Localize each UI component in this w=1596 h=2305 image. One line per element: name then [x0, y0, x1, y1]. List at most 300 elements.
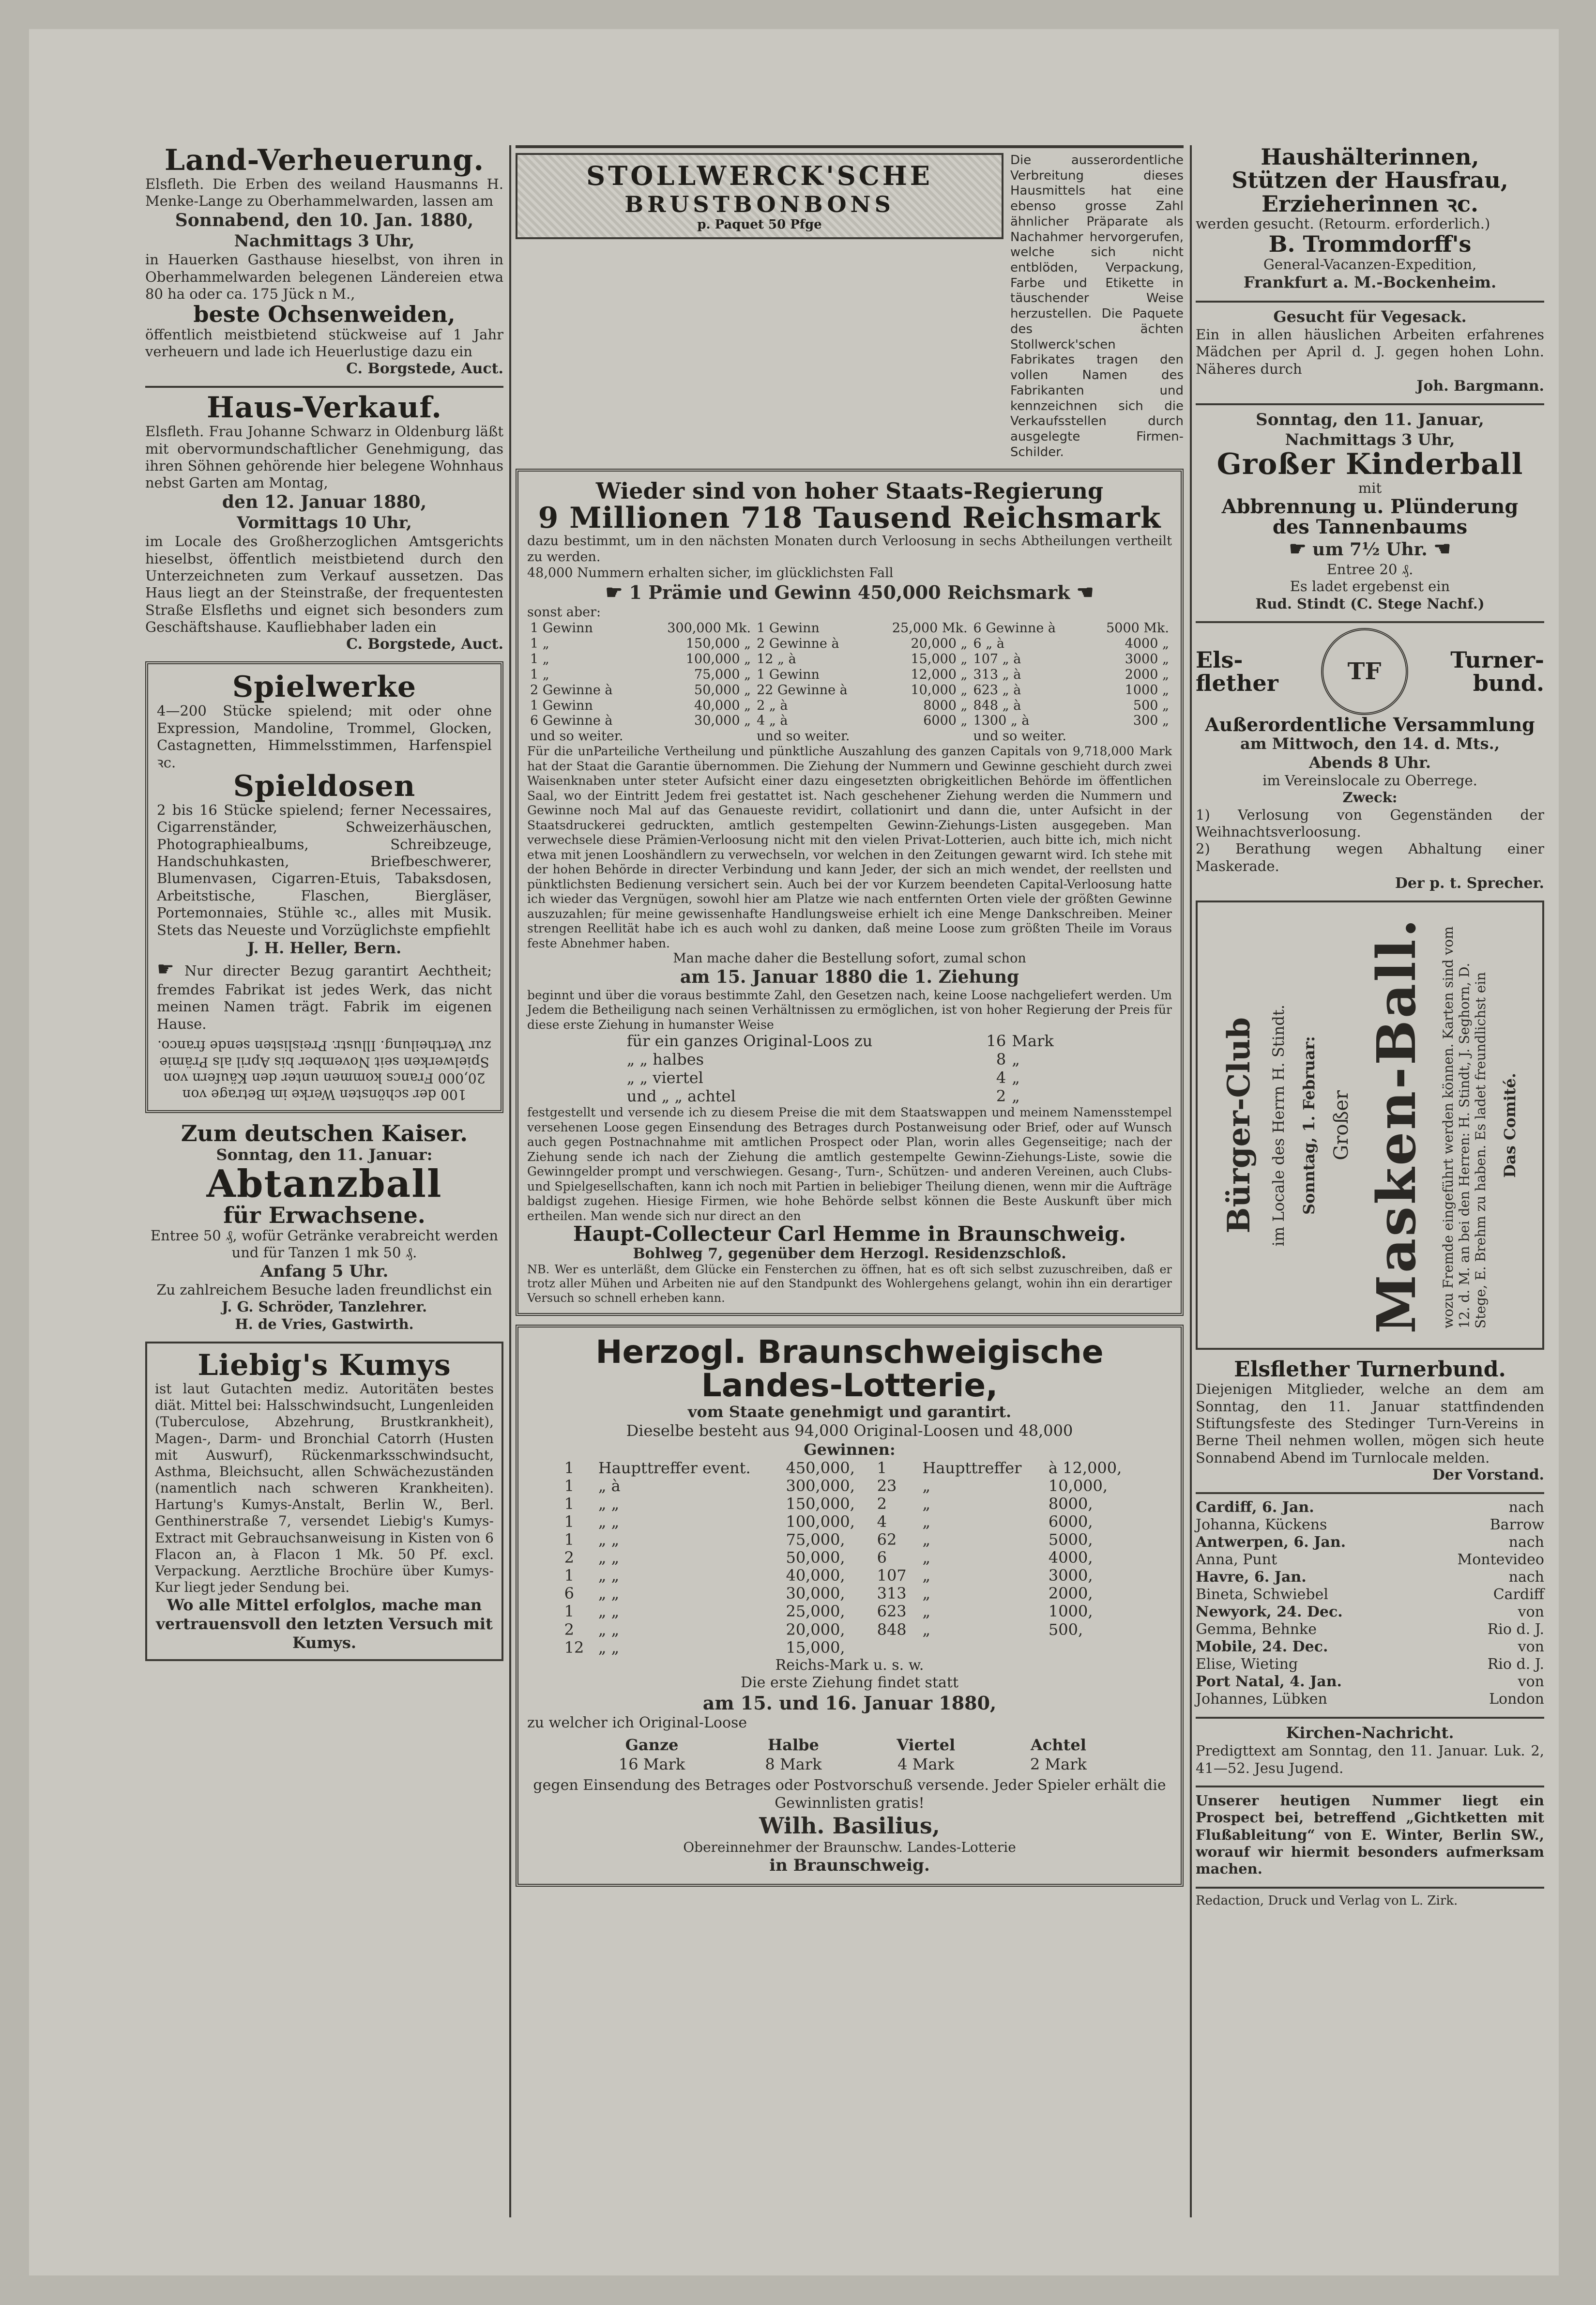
ad-title: Spieldosen [233, 769, 416, 803]
table-cell [646, 729, 754, 744]
turner-emblem-icon [1321, 628, 1408, 715]
table-row [560, 1549, 1140, 1567]
logo-line: STOLLWERCK'SCHE [586, 160, 933, 191]
ad-body: Die ausserordentliche Verbreitung dieses Hausmittels hat eine ebenso grosse Zahl ähnlicher Präparate als Nachahmer hervorgerufen, welche sich nicht entblöden, Verpackung, Farbe und Etikette in täuschender Weise herzustellen. Die Paquete des ächten Stollwerck'schen Fabrikates tragen den vollen Namen des Fabrikanten und kennzeichnen sich die Verkaufsstellen durch ausgelegte Firmen-Schilder. [1010, 153, 1184, 459]
table-cell: 40,000, [786, 1566, 845, 1585]
ad-title: Großer Kinderball [1216, 447, 1523, 481]
ad-body: Reichs-Mark u. s. w. [775, 1656, 924, 1674]
title-part: Els- [1196, 646, 1243, 673]
table-row [560, 1477, 1140, 1495]
table-cell [873, 729, 971, 744]
ad-signature-title: Obereinnehmer der Braunschw. Landes-Lotterie [683, 1839, 1016, 1856]
table-cell: 1000 „ [1125, 682, 1169, 698]
table-row [560, 1459, 1140, 1477]
ad-signature: C. Borgstede, Auct. [346, 360, 503, 378]
ad-title: Stützen der Hausfrau, [1231, 167, 1508, 194]
list-item [1196, 1569, 1544, 1586]
divider [1196, 1887, 1544, 1889]
table-row [624, 1051, 1075, 1069]
ad-turnerbund-versammlung [1196, 628, 1544, 892]
price-table [624, 1032, 1075, 1105]
table-row [624, 1087, 1075, 1106]
pointing-hand-icon: ☛ [1289, 537, 1307, 560]
table-row [560, 1567, 1140, 1585]
table-cell: 3000, [1048, 1566, 1093, 1585]
ad-gesucht [1196, 307, 1544, 395]
table-row [527, 683, 1172, 698]
table-cell: 4 [877, 1512, 887, 1531]
ad-big-title: Masken-Ball. [1365, 916, 1428, 1334]
table-cell: 1 [564, 1512, 574, 1531]
divider [1196, 621, 1544, 623]
ad-title: Haus-Verkauf. [207, 391, 442, 425]
ad-nb: NB. Wer es unterläßt, dem Glücke ein Fensterchen zu öffnen, hat es oft sich selbst zuzuschreiben, daß er trotz aller Mühen und Arbeiten nie auf den Standpunkt des Wohlergehens gelangt, wohin ihn ein derartiger Versuch so schnell erheben kann. [527, 1263, 1172, 1305]
ship-entry: Johannes, Lübken [1196, 1691, 1327, 1708]
table-cell: 1 [564, 1458, 574, 1477]
table-cell: „ „ [598, 1566, 620, 1585]
ship-entry: Bineta, Schwiebel [1196, 1586, 1328, 1603]
table-cell: 2 [564, 1620, 574, 1639]
table-cell: 1300 „ à [973, 713, 1030, 729]
divider [145, 386, 503, 388]
ad-subtitle: vom Staate genehmigt und garantirt. [687, 1402, 1012, 1421]
table-cell: 2 „ à [757, 698, 788, 713]
table-cell: 2 Mark [1030, 1755, 1087, 1773]
table-cell: Mark [1012, 1032, 1054, 1051]
table-cell: 500 „ [1133, 698, 1169, 713]
ship-route: Montevideo [1457, 1551, 1544, 1569]
table-cell: 8 [996, 1050, 1006, 1069]
ad-body: öffentlich meistbietend stückweise auf 1 Jahr verheuern und lade ich Heuerlustige dazu ein [145, 326, 503, 360]
ad-body: Für die unParteiliche Vertheilung und pünktliche Auszahlung des ganzen Capitals von 9,718,000 Mark hat der Staat die Garantie übernommen. Die Ziehung der Nummern und Gewinne geschieht durch zwei Waisenknaben unter steter Aufsicht einer dazu eingesetzten obrigkeitlichen Behörde im öffentlichen Saal, wo der Eintritt Jedem frei gestattet ist. Nach geschehener Ziehung werden die Nummern und Gewinne noch Mal auf das Genaueste revidirt, collationirt und dann die, unter Aufsicht in der Staatsdruckerei gedruckten, amtlich gestempelten Gewinn-Ziehungs-Listen ausgegeben. Man verwechsele diese Prämien-Verloosung nicht mit den vielen Privat-Lotterien, auch bitte ich, mich nicht etwa mit jenen Looshändlern zu verwechseln, vor welchen in den Zeitungen gewarnt wird. Ich stehe mit der hohen Behörde in directer Verbindung und kann Jeder, der sich an mich wendet, der reellsten und pünktlichsten Bedienung versichert sein. Auch bei der vor Kurzem beendeten Capital-Verloosung hatte ich wieder das Vergnügen, sowohl hier am Platze wie nach entfernten Orten viele der größten Gewinne auszuzahlen; für meine gewissenhafte Handlungsweise erhielt ich eine Menge Dankschreiben. Meiner strengen Reellität habe ich es auch wohl zu danken, daß meine Loose zum größten Theile im Voraus feste Abnehmer haben. [527, 744, 1172, 950]
ad-body: Zu zahlreichem Besuche laden freundlichst ein [156, 1281, 492, 1298]
table-cell: „ [1012, 1086, 1020, 1105]
table-cell: „ [922, 1602, 931, 1621]
table-row [560, 1495, 1140, 1513]
table-cell: 10,000 „ [911, 682, 968, 698]
table-cell: 100,000 „ [685, 651, 751, 667]
ad-time: Vormittags 10 Uhr, [237, 513, 412, 533]
table-cell: 1 [564, 1494, 574, 1513]
table-cell: 1 Gewinn [530, 621, 593, 636]
table-cell: 1 [564, 1602, 574, 1621]
ship-entry: Newyork, 24. Dec. [1196, 1603, 1343, 1621]
table-cell: 4000 „ [1125, 636, 1169, 652]
ad-body: Diejenigen Mitglieder, welche an dem am Sonntag, den 11. Januar stattfindenden Stiftungsfeste des Stedinger Turn-Vereins in Berne Theil nehmen wollen, mögen sich heute Sonnabend Abend im Turnlocale melden. [1196, 1381, 1544, 1466]
table-cell: 1 [564, 1476, 574, 1495]
table-cell: „ „ [598, 1638, 620, 1657]
list-item [1196, 1586, 1544, 1603]
table-cell: 1 „ [530, 667, 549, 682]
shipping-news [1196, 1499, 1544, 1708]
title-part: bund. [1473, 670, 1544, 696]
ad-body: Die erste Ziehung findet statt [741, 1674, 958, 1692]
table-cell: „ „ [598, 1530, 620, 1549]
ad-title-left [1196, 648, 1278, 695]
table-cell: 1 „ [530, 651, 549, 667]
list-item [1196, 1691, 1544, 1708]
table-cell: 150,000, [786, 1494, 855, 1513]
table-cell: und „ „ achtel [626, 1086, 736, 1105]
ad-body: zu welcher ich Original-Loose [527, 1714, 747, 1732]
price-table [576, 1735, 1124, 1774]
ad-body: im Locale des Großherzoglichen Amtsgerichts hieselbst, öffentlich meistbietend durch den Unterzeichneten zum Verkauf aussetzen. Das Haus liegt an der Steinstraße, der frequentesten Straße Elsfleths und eignet sich besonders zum Geschäftshause. Kaufliebhaber laden ein [145, 533, 503, 636]
ad-haus-verkauf [145, 393, 503, 653]
table-cell: 75,000, [786, 1530, 845, 1549]
table-cell: „ „ [598, 1584, 620, 1603]
ad-title: Spielwerke [232, 670, 417, 704]
ad-body [157, 958, 492, 1033]
ad-body: Man mache daher die Bestellung sofort, zumal schon [673, 951, 1026, 966]
ad-footer: Wo alle Mittel erfolglos, mache man vertrauensvoll den letzten Versuch mit Kumys. [156, 1596, 493, 1652]
table-cell: Haupttreffer event. [598, 1458, 751, 1477]
table-cell: 16 Mark [618, 1755, 685, 1773]
ad-signature: Rud. Stindt (C. Stege Nachf.) [1255, 595, 1485, 612]
table-cell: 300,000 Mk. [667, 621, 751, 636]
table-cell: „ [922, 1548, 931, 1567]
ad-body: werden gesucht. (Retourm. erforderlich.) [1196, 215, 1490, 232]
table-row [527, 652, 1172, 667]
ship-route: Barrow [1490, 1516, 1544, 1534]
ad-date: Sonntag, den 11. Januar, [1256, 410, 1484, 430]
ad-title: Herzogl. Braunschweigische [595, 1333, 1104, 1371]
ad-body: 4—200 Stücke spielend; mit oder ohne Expression, Mandoline, Trommel, Glocken, Castagnetten, Himmelsstimmen, Harfenspiel ꝛc. [157, 702, 492, 771]
table-cell: 623 „ à [973, 682, 1021, 698]
table-cell: 15,000 „ [911, 651, 968, 667]
ad-time [1196, 537, 1544, 561]
ad-body: Es ladet ergebenst ein [1290, 578, 1450, 595]
ad-title: Gesucht für Vegesack. [1273, 307, 1467, 326]
table-row [527, 698, 1172, 714]
column-rule [509, 145, 511, 2217]
ad-subtitle: beste Ochsenweiden, [193, 301, 456, 328]
ad-body: Dieselbe besteht aus 94,000 Original-Loosen und 48,000 [626, 1421, 1073, 1440]
ad-body: im Vereinslocale zu Oberrege. [1262, 772, 1477, 789]
ad-collector: Haupt-Collecteur Carl Hemme in Braunschweig. [573, 1222, 1126, 1246]
ad-draw-date: am 15. Januar 1880 die 1. Ziehung [680, 967, 1019, 988]
table-cell [872, 1639, 918, 1657]
table-row [527, 729, 1172, 744]
ad-title: Land-Verheuerung. [164, 143, 485, 177]
list-item [1196, 1656, 1544, 1673]
ad-prize [527, 581, 1172, 605]
table-cell: 25,000 Mk. [892, 621, 968, 636]
table-cell: 2 [996, 1086, 1006, 1105]
newspaper-page [29, 29, 1559, 2275]
table-cell: „ [1012, 1068, 1020, 1087]
table-cell: 4 [996, 1068, 1006, 1087]
ad-body: Elsfleth. Frau Johanne Schwarz in Oldenburg läßt mit obervormundschaftlicher Genehmigung, das ihren Söhnen gehörende hier belegene Wohnhaus nebst Garten am Montag, [145, 423, 503, 491]
prize-text: 1 Prämie und Gewinn 450,000 Reichsmark [629, 581, 1070, 604]
table-header: Halbe [768, 1735, 819, 1754]
ad-body: Gewinnen: [804, 1440, 896, 1459]
pointing-hand-icon: ☚ [1076, 581, 1094, 604]
table-cell: 75,000 „ [694, 667, 751, 682]
ad-city: Frankfurt a. M.-Bockenheim. [1243, 273, 1497, 291]
ad-date: am Mittwoch, den 14. d. Mts., [1240, 734, 1500, 753]
table-cell: 8 Mark [765, 1755, 822, 1773]
ad-body: sonst aber: [527, 605, 601, 620]
list-item [1196, 1603, 1544, 1621]
ad-staats-lotterie [516, 469, 1184, 1316]
ship-entry: Gemma, Behnke [1196, 1621, 1317, 1638]
table-cell: 8000 „ [923, 698, 968, 713]
table-cell: 500, [1048, 1620, 1083, 1639]
ship-route: von [1518, 1673, 1544, 1691]
table-cell: 2 [877, 1494, 887, 1513]
table-cell: 15,000, [786, 1638, 845, 1657]
ad-subtitle: des Tannenbaums [1272, 516, 1468, 538]
table-row [527, 713, 1172, 729]
table-cell: 50,000, [786, 1548, 845, 1567]
table-header: Ganze [625, 1735, 679, 1754]
list-item [1196, 1673, 1544, 1691]
table-row [560, 1639, 1140, 1657]
pointing-hand-icon: ☛ [157, 958, 174, 980]
table-cell: und so weiter. [530, 729, 623, 744]
table-cell: 1000, [1048, 1602, 1093, 1621]
ad-date: Sonntag, 1. Februar: [1299, 1036, 1318, 1215]
table-cell: 2 [564, 1548, 574, 1567]
ad-date: Sonnabend, den 10. Jan. 1880, [175, 210, 474, 230]
ad-body: beginnt und über die voraus bestimmte Zahl, den Gesetzen nach, keine Loose nachgeliefert werden. Um Jedem die Betheiligung nach seinen Verhältnissen zu ermöglichen, ist von hoher Regierung der Preis für diese erste Ziehung in humanster Weise [527, 988, 1172, 1032]
ad-title: Kirchen-Nachricht. [1286, 1724, 1454, 1742]
imprint: Redaction, Druck und Verlag von L. Zirk. [1196, 1893, 1458, 1908]
ad-title: Wieder sind von hoher Staats-Regierung [595, 478, 1104, 504]
left-column [145, 145, 503, 1670]
table-row [527, 621, 1172, 636]
ad-stollwerck [516, 145, 1184, 460]
ad-title: Zum deutschen Kaiser. [181, 1120, 468, 1147]
table-cell: „ [1012, 1050, 1020, 1069]
table-cell: Haupttreffer [922, 1458, 1022, 1477]
table-header: Viertel [897, 1735, 956, 1754]
ship-entry: Elise, Wieting [1196, 1656, 1298, 1673]
table-cell: 623 [877, 1602, 907, 1621]
ad-draw-date: am 15. und 16. Januar 1880, [702, 1692, 997, 1714]
ad-body-text: Nur directer Bezug garantirt Aechtheit; fremdes Fabrikat ist jedes Werk, das nicht meinen Namen trägt. Fabrik im eigenen Hause. [157, 962, 492, 1032]
ad-time: Nachmittags 3 Uhr, [1285, 430, 1455, 449]
list-item [1196, 1621, 1544, 1638]
ad-body: gegen Einsendung des Betrages oder Postvorschuß versende. Jeder Spieler erhält die Gewinnlisten gratis! [533, 1776, 1166, 1812]
table-row [527, 636, 1172, 652]
ad-body: Entree 20 ₰. [1326, 561, 1414, 578]
table-cell: 25,000, [786, 1602, 845, 1621]
supplement-note: Unserer heutigen Nummer liegt ein Prospect bei, betreffend „Gichtketten mit Flußableitung“ von E. Winter, Berlin SW., worauf wir hiermit besonders aufmerksam machen. [1196, 1792, 1544, 1878]
ad-deutscher-kaiser [145, 1122, 503, 1333]
table-cell: 848 „ à [973, 698, 1021, 713]
table-cell: 300,000, [786, 1476, 855, 1495]
ad-signature: C. Borgstede, Auct. [346, 636, 503, 653]
table-cell: 6000 „ [923, 713, 968, 729]
ad-land-verheuerung [145, 145, 503, 377]
ad-body: festgestellt und versende ich zu diesem Preise die mit dem Staatswappen und meinem Namensstempel versehenen Loose gegen Einsendung des Betrages durch Postanweisung oder Brief, oder auf Wunsch auch gegen Postnachnahme mit amtlichen Prospect oder Plan, worin alles Gegenseitige; nach der Ziehung sende ich nach der Ziehung die amtlich gestempelte Gewinn-Ziehungs-Liste, sowie die Gewinngelder prompt und verschwiegen. Gesang-, Turn-, Schützen- und anderen Vereinen, auch Clubs- und Spielgesellschaften, kann ich noch mit Partien in beliebiger Theilung dienen, wenn mir die Aufträge baldigst zugehen. Hiesige Firmen, wie hohe Behörde selbst können die Beste Auskunft über mich ertheilen. Man wende sich nur direct an den [527, 1105, 1172, 1223]
ad-body: in Hauerken Gasthause hieselbst, von ihren in Oberhammelwarden belegenen Ländereien etwa 80 ha oder ca. 175 Jück n M., [145, 251, 503, 302]
ship-route: nach [1508, 1569, 1544, 1586]
table-cell: „ [922, 1512, 931, 1531]
table-row [560, 1603, 1140, 1620]
table-cell: 2 Gewinne à [757, 636, 839, 652]
ad-subtitle: Großer [1330, 1090, 1353, 1160]
divider [1196, 1492, 1544, 1494]
table-cell: „ [922, 1494, 931, 1513]
prize-table [560, 1459, 1140, 1657]
ad-time: Nachmittags 3 Uhr, [234, 231, 415, 251]
table-cell: 1 „ [530, 636, 549, 652]
table-row [560, 1531, 1140, 1549]
table-cell: 62 [877, 1530, 897, 1549]
ad-signature: Wilh. Basilius, [759, 1813, 940, 1839]
ad-big-title: Abtanzball [206, 1161, 442, 1206]
table-cell: 3000 „ [1125, 651, 1169, 667]
column-rule [1190, 145, 1192, 2217]
table-cell: 40,000 „ [694, 698, 751, 713]
table-cell: 1 Gewinn [757, 621, 820, 636]
title-part: Turner- [1450, 646, 1544, 673]
table-cell: 1 Gewinn [530, 698, 593, 713]
ship-entry: Antwerpen, 6. Jan. [1196, 1534, 1346, 1551]
ad-signature: H. de Vries, Gastwirth. [235, 1315, 414, 1332]
ad-amount: 9 Millionen 718 Tausend Reichsmark [538, 501, 1161, 535]
ad-title: Erzieherinnen ꝛc. [1261, 190, 1479, 217]
table-cell: 16 [986, 1032, 1006, 1051]
table-cell: 100,000, [786, 1512, 855, 1531]
table-cell: 300 „ [1133, 713, 1169, 729]
logo-line: p. Paquet 50 Pfge [697, 217, 822, 232]
pointing-hand-icon: ☛ [605, 581, 623, 604]
ad-body: dazu bestimmt, um in den nächsten Monaten durch Verloosung in sechs Abtheilungen vertheilt zu werden. [527, 533, 1172, 565]
ad-firm: B. Trommdorff's [1268, 231, 1472, 258]
table-cell: 4 Mark [897, 1755, 955, 1773]
table-cell: für ein ganzes Original-Loos zu [626, 1032, 873, 1051]
divider [1196, 403, 1544, 405]
ad-club-name: Bürger-Club [1220, 1017, 1257, 1234]
ad-upside-down-text: 100 der schönsten Werke im Betrage von 20,000 Francs kommen unter den Käufern von Spielwerken seit November bis April als Prämie zur Vertheilung. Illustr. Preislisten sende franco. [157, 1038, 491, 1103]
ad-title: Außerordentliche Versammlung [1205, 713, 1535, 735]
ad-location: im Locale des Herrn H. Stindt. [1269, 1004, 1288, 1246]
divider [1196, 1717, 1544, 1719]
ad-subtitle: Abbrennung u. Plünderung [1221, 495, 1519, 518]
table-cell: 2000 „ [1125, 667, 1169, 682]
table-cell: 20,000, [786, 1620, 845, 1639]
list-item [1196, 1551, 1544, 1569]
table-cell: 450,000, [786, 1458, 855, 1477]
table-row [560, 1513, 1140, 1531]
table-cell: 1 [877, 1458, 887, 1477]
table-cell: 5000, [1048, 1530, 1093, 1549]
table-cell: „ „ [598, 1548, 620, 1567]
table-cell: 313 „ à [973, 667, 1021, 682]
table-row [560, 1621, 1140, 1639]
ship-entry: Havre, 6. Jan. [1196, 1569, 1307, 1586]
table-cell: 5000 Mk. [1106, 621, 1169, 636]
table-row [527, 667, 1172, 683]
ship-route: London [1489, 1691, 1544, 1708]
table-row [624, 1032, 1075, 1051]
title-part: flether [1196, 670, 1278, 696]
ad-time: Abends 8 Uhr. [1309, 753, 1431, 772]
table-cell: 30,000, [786, 1584, 845, 1603]
table-cell: à 12,000, [1048, 1458, 1122, 1477]
table-cell: 10,000, [1048, 1476, 1108, 1495]
table-cell: 12 „ à [757, 651, 796, 667]
ad-body: Ein in allen häuslichen Arbeiten erfahrenes Mädchen per April d. J. gegen hohen Lohn. Näheres durch [1196, 326, 1544, 377]
ad-turnerbund-stiftungsfest [1196, 1359, 1544, 1483]
list-item [1196, 1534, 1544, 1551]
ad-date: den 12. Januar 1880, [222, 491, 427, 512]
list-item [1196, 1499, 1544, 1516]
table-cell: 313 [877, 1584, 907, 1603]
table-row [560, 1585, 1140, 1603]
table-cell: 1 Gewinn [757, 667, 820, 682]
list-item [1196, 1638, 1544, 1656]
prize-table [527, 621, 1172, 744]
emblem-text: TF [1347, 657, 1382, 685]
church-notice [1196, 1724, 1544, 1777]
table-cell: 1 [564, 1530, 574, 1549]
ship-route: Rio d. J. [1487, 1656, 1544, 1673]
ad-address: Bohlweg 7, gegenüber dem Herzogl. Residenzschloß. [633, 1245, 1066, 1262]
ship-entry: Port Natal, 4. Jan. [1196, 1673, 1342, 1691]
table-cell: „ „ viertel [626, 1068, 703, 1087]
table-cell: 6 [564, 1584, 574, 1603]
ad-body: Zweck: [1342, 789, 1398, 806]
table-cell: „ [922, 1530, 931, 1549]
ad-title: Liebig's Kumys [198, 1348, 451, 1383]
table-cell [1044, 1639, 1140, 1657]
table-cell: „ „ [598, 1494, 620, 1513]
table-cell: 4000, [1048, 1548, 1093, 1567]
ship-route: nach [1508, 1499, 1544, 1516]
ad-spielwerke [145, 661, 503, 1113]
table-cell: 8000, [1048, 1494, 1093, 1513]
table-cell: und so weiter. [973, 729, 1066, 744]
ship-entry: Johanna, Kückens [1196, 1516, 1327, 1534]
ad-title: Haushälterinnen, [1261, 144, 1479, 170]
table-cell: „ „ [598, 1602, 620, 1621]
ad-signature: Der p. t. Sprecher. [1395, 875, 1544, 892]
logo-line: BRUSTBONBONS [624, 191, 895, 217]
ship-route: Cardiff [1493, 1586, 1544, 1603]
table-header: Achtel [1030, 1735, 1086, 1754]
table-cell: 107 [877, 1566, 907, 1585]
ad-signature: J. G. Schröder, Tanzlehrer. [221, 1298, 427, 1315]
ad-body: ist laut Gutachten mediz. Autoritäten bestes diät. Mittel bei: Halsschwindsucht, Lungenleiden (Tuberculose, Abzehrung, Brustkrankheit), Magen-, Darm- und Bronchial Catorrh (Husten mit Auswurf), Rückenmarksschwindsucht, Asthma, Bleichsucht, allen Schwächezuständen (namentlich nach schweren Krankheiten). Hartung's Kumys-Anstalt, Berlin W., Berl. Genthinerstraße 7, versendet Liebig's Kumys-Extract mit Gebrauchsanweisung in Kisten von 6 Flacon an, à Flacon 1 Mk. 50 Pf. excl. Verpackung. Aerztliche Brochüre über Kumys-Kur liegt jeder Sendung bei. [155, 1381, 494, 1595]
table-cell: „ „ [598, 1620, 620, 1639]
table-cell: 12,000 „ [911, 667, 968, 682]
table-cell [917, 1639, 1043, 1657]
ad-buerger-club [1196, 901, 1544, 1350]
table-cell: „ à [598, 1476, 621, 1495]
table-cell: 6000, [1048, 1512, 1093, 1531]
ad-body: Elsfleth. Die Erben des weiland Hausmanns H. Menke-Lange zu Oberhammelwarden, lassen am [145, 176, 503, 210]
table-cell: „ „ halbes [626, 1050, 704, 1069]
middle-column [516, 145, 1184, 1895]
table-cell: 20,000 „ [911, 636, 968, 652]
ad-subtitle: für Erwachsene. [223, 1202, 426, 1229]
table-cell: 1 [564, 1566, 574, 1585]
table-cell: 12 [564, 1638, 584, 1657]
divider [1196, 301, 1544, 303]
ad-signature: Das Comité. [1500, 1072, 1519, 1178]
table-row [624, 1069, 1075, 1087]
table-cell: 4 „ à [757, 713, 788, 729]
ad-body: 1) Verlosung von Gegenständen der Weihnachtsverloosung. [1196, 806, 1544, 840]
ad-body: Entree 50 ₰, wofür Getränke verabreicht werden und für Tanzen 1 mk 50 ₰. [150, 1227, 499, 1261]
stollwerck-logo [516, 153, 1003, 239]
table-cell: 848 [877, 1620, 907, 1639]
ship-route: von [1518, 1603, 1544, 1621]
